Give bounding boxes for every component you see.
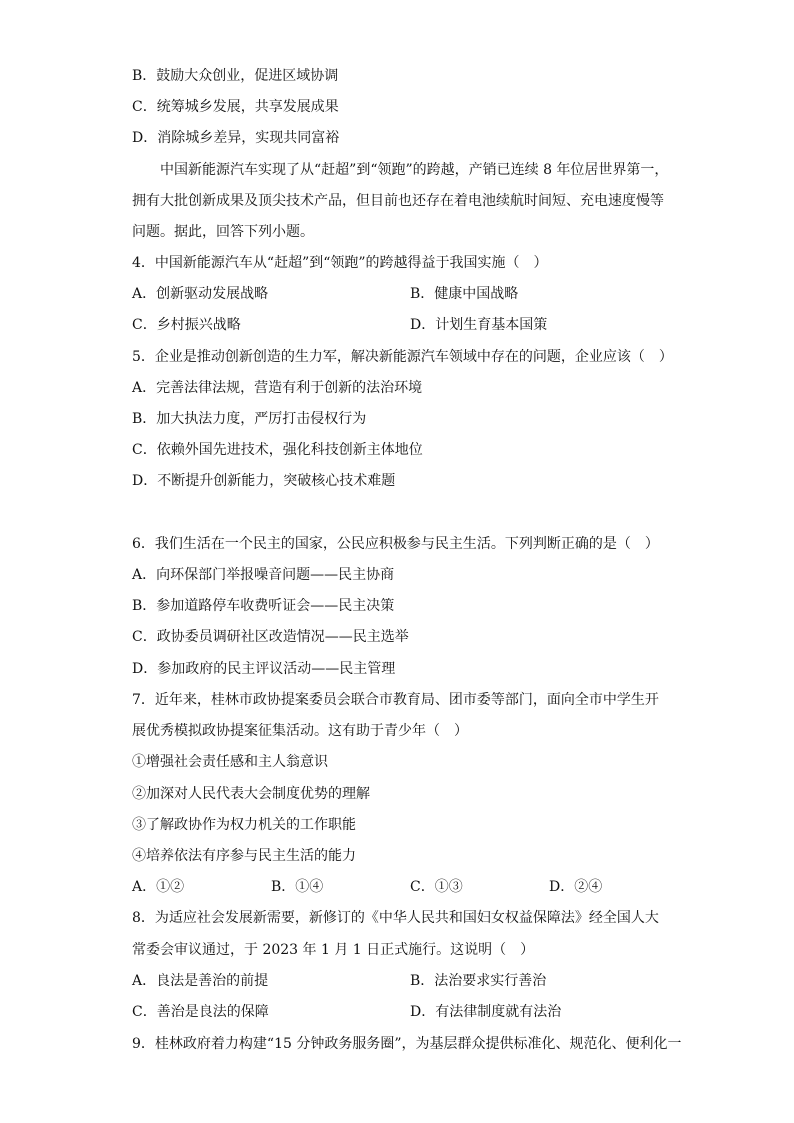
q6-option-b: B．参加道路停车收费听证会——民主决策 [132, 598, 395, 614]
q4-option-b: B．健康中国战略 [410, 286, 519, 302]
q8-option-a: A．良法是善治的前提 [132, 973, 269, 989]
q5-option-b: B．加大执法力度，严厉打击侵权行为 [132, 411, 367, 427]
q5-option-c: C．依赖外国先进技术，强化科技创新主体地位 [132, 442, 423, 458]
q3-option-c: C．统筹城乡发展，共享发展成果 [132, 99, 339, 115]
q7-item-3: ③了解政协作为权力机关的工作职能 [132, 817, 356, 833]
q5-option-d: D．不断提升创新能力，突破核心技术难题 [132, 473, 396, 489]
q7-stem-line-2: 展优秀模拟政协提案征集活动。这有助于青少年（ ） [132, 723, 468, 739]
q8-option-b: B．法治要求实行善治 [410, 973, 547, 989]
q7-item-1: ①增强社会责任感和主人翁意识 [132, 754, 328, 770]
q3-option-d: D．消除城乡差异，实现共同富裕 [132, 130, 340, 146]
q6-option-d: D．参加政府的民主评议活动——民主管理 [132, 661, 396, 677]
q5-stem: 5．企业是推动创新创造的生力军，解决新能源汽车领域中存在的问题，企业应该（ ） [132, 349, 673, 365]
q4-option-c: C．乡村振兴战略 [132, 317, 241, 333]
q8-option-d: D．有法律制度就有法治 [410, 1004, 562, 1020]
passage-line-1: 中国新能源汽车实现了从“赶超”到“领跑”的跨越，产销已连续 8 年位居世界第一， [160, 162, 669, 178]
q8-option-c: C．善治是良法的保障 [132, 1004, 269, 1020]
q7-option-d: D．②④ [549, 879, 603, 895]
q4-option-a: A．创新驱动发展战略 [132, 286, 269, 302]
q5-option-a: A．完善法律法规，营造有利于创新的法治环境 [132, 380, 423, 396]
q6-option-c: C．政协委员调研社区改造情况——民主选举 [132, 629, 409, 645]
q7-option-b: B．①④ [271, 879, 324, 895]
q7-stem-line-1: 7．近年来，桂林市政协提案委员会联合市教育局、团市委等部门，面向全市中学生开 [132, 692, 659, 708]
q6-option-a: A．向环保部门举报噪音问题——民主协商 [132, 567, 395, 583]
q7-option-c: C．①③ [410, 879, 463, 895]
q7-item-2: ②加深对人民代表大会制度优势的理解 [132, 786, 370, 802]
q8-stem-line-2: 常委会审议通过，于 2023 年 1 月 1 日正式施行。这说明（ ） [132, 942, 535, 958]
q6-stem: 6．我们生活在一个民主的国家，公民应积极参与民主生活。下列判断正确的是（ ） [132, 536, 659, 552]
passage-line-2: 拥有大批创新成果及顶尖技术产品，但目前也还存在着电池续航时间短、充电速度慢等 [132, 193, 664, 209]
q8-stem-line-1: 8．为适应社会发展新需要，新修订的《中华人民共和国妇女权益保障法》经全国人大 [132, 910, 659, 926]
passage-line-3: 问题。据此，回答下列小题。 [132, 224, 314, 240]
q4-option-d: D．计划生育基本国策 [410, 317, 548, 333]
q3-option-b: B．鼓励大众创业，促进区域协调 [132, 68, 339, 84]
q7-item-4: ④培养依法有序参与民主生活的能力 [132, 848, 356, 864]
q9-stem-line-1: 9．桂林政府着力构建“15 分钟政务服务圈”，为基层群众提供标准化、规范化、便利化一 [132, 1036, 682, 1052]
q7-option-a: A．①② [132, 879, 185, 895]
q4-stem: 4．中国新能源汽车从“赶超”到“领跑”的跨越得益于我国实施（ ） [132, 255, 548, 271]
